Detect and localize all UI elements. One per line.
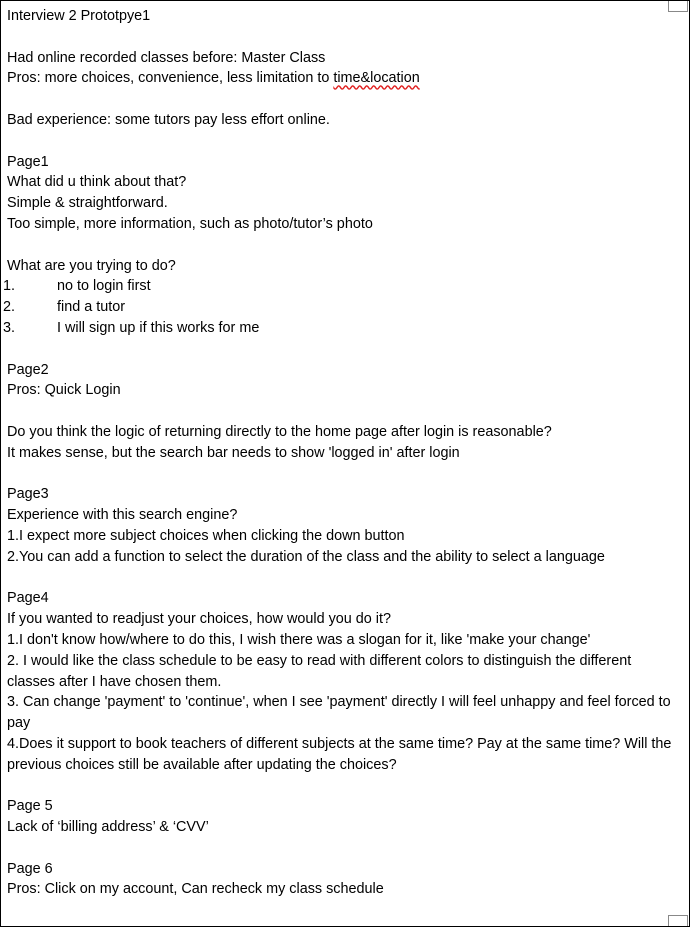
document-line: Simple & straightforward. xyxy=(7,195,168,212)
document-line: What did u think about that? xyxy=(7,174,187,191)
paragraph-spacer xyxy=(7,464,675,485)
document-line-text: Pros: more choices, convenience, less limitation to xyxy=(7,70,334,87)
document-line: Had online recorded classes before: Master Class xyxy=(7,49,326,66)
document-line: Pros: Click on my account, Can recheck my class schedule xyxy=(7,881,384,898)
document-body xyxy=(3,6,676,900)
list-item-number: 1. xyxy=(3,278,16,295)
page-border-left xyxy=(0,0,1,927)
page-corner-mark-bottom-right xyxy=(668,915,688,926)
document-line: Page3 xyxy=(7,486,49,503)
document-line xyxy=(7,68,675,89)
document-line: Page1 xyxy=(7,153,49,170)
list-item xyxy=(3,318,675,339)
paragraph-spacer xyxy=(7,131,675,152)
document-line: 1.I expect more subject choices when clicking the down button xyxy=(7,527,405,544)
list-item-number: 2. xyxy=(3,299,16,316)
document-line: 2.You can add a function to select the duration of the class and the ability to select a language xyxy=(7,548,605,565)
document-line: Bad experience: some tutors pay less effort online. xyxy=(7,111,330,128)
paragraph-spacer xyxy=(7,235,675,256)
list-item-label: no to login first xyxy=(57,278,151,295)
paragraph-spacer xyxy=(7,775,675,796)
list-item xyxy=(3,276,675,297)
spelling-error-text: time&location xyxy=(333,70,420,87)
paragraph-spacer xyxy=(7,568,675,589)
document-line: Pros: Quick Login xyxy=(7,382,121,399)
page-border-top xyxy=(0,0,690,1)
document-line: Experience with this search engine? xyxy=(7,507,238,524)
document-line: 1.I don't know how/where to do this, I wish there was a slogan for it, like 'make your change' xyxy=(7,631,591,648)
list-item-number: 3. xyxy=(3,319,16,336)
paragraph-spacer xyxy=(7,89,675,110)
document-line: Page 5 xyxy=(7,798,53,815)
document-line: It makes sense, but the search bar needs to show 'logged in' after login xyxy=(7,444,460,461)
document-line: Do you think the logic of returning directly to the home page after login is reasonable? xyxy=(7,423,552,440)
list-item xyxy=(3,297,675,318)
paragraph-spacer xyxy=(7,401,675,422)
document-line: Page 6 xyxy=(7,860,53,877)
document-line: Page2 xyxy=(7,361,49,378)
document-line: 2. I would like the class schedule to be easy to read with different colors to distinguish the different classes after I have chosen them. xyxy=(7,652,636,690)
document-line: If you wanted to readjust your choices, how would you do it? xyxy=(7,611,391,628)
paragraph-spacer xyxy=(7,838,675,859)
document-line: 3. Can change 'payment' to 'continue', when I see 'payment' directly I will feel unhappy and feel forced to pay xyxy=(7,694,675,732)
paragraph-spacer xyxy=(7,27,675,48)
list-item-label: find a tutor xyxy=(57,299,125,316)
document-line: Lack of ‘billing address’ & ‘CVV’ xyxy=(7,819,209,836)
document-line: Interview 2 Prototpye1 xyxy=(7,8,151,24)
document-line: Page4 xyxy=(7,590,49,607)
numbered-list xyxy=(3,276,675,338)
document-line: Too simple, more information, such as photo/tutor’s photo xyxy=(7,215,373,232)
list-item-label: I will sign up if this works for me xyxy=(57,319,260,336)
paragraph-spacer xyxy=(7,339,675,360)
document-line: What are you trying to do? xyxy=(7,257,176,274)
document-line: 4.Does it support to book teachers of different subjects at the same time? Pay at the same time? Will the previous choices still be available after updating the choices? xyxy=(7,735,676,773)
